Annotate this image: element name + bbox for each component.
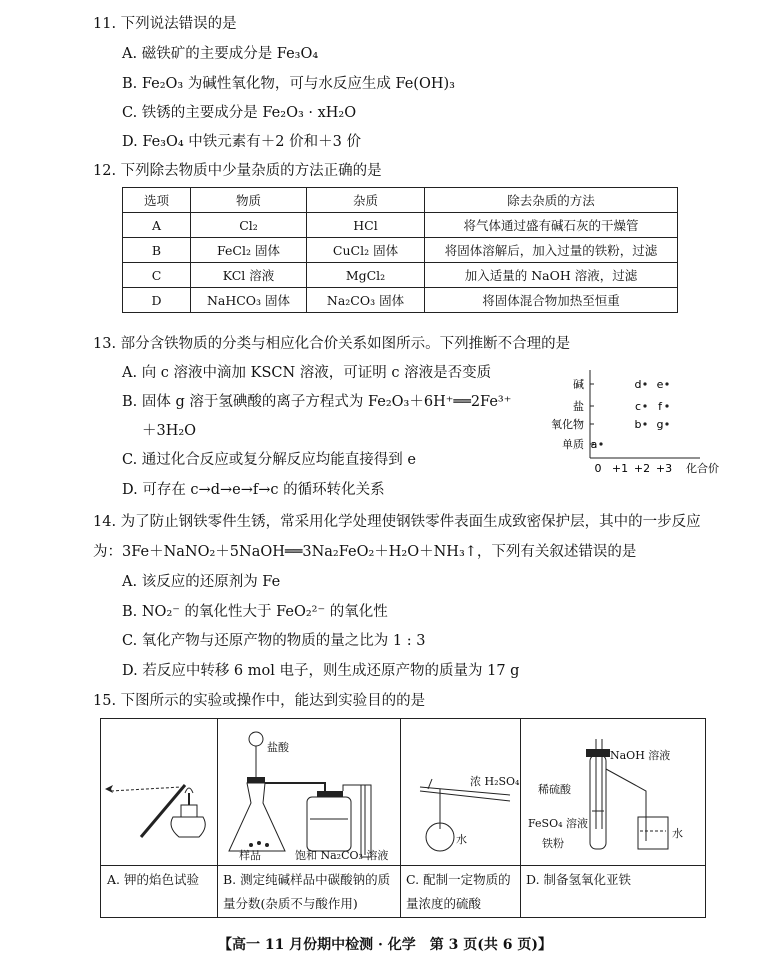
label-water-2: 水: [672, 827, 683, 840]
table-row: [123, 213, 678, 238]
q13-stem: 13. 部分含铁物质的分类与相应化合价关系如图所示。下列推断不合理的是: [93, 336, 571, 352]
page-footer: 【高一 11 月份期中检测 · 化学 第 3 页(共 6 页)】: [217, 937, 553, 953]
table-row: [123, 238, 678, 263]
experiment-b-caption: B. 测定纯碱样品中碳酸钠的质量分数(杂质不与酸作用): [217, 865, 400, 917]
x-axis-title: 化合价: [686, 462, 719, 475]
table-cell: NaHCO₃ 固体: [191, 288, 307, 313]
q13-option-b: B. 固体 g 溶于氢碘酸的离子方程式为 Fe₂O₃＋6H⁺══2Fe³⁺: [122, 394, 512, 410]
table-cell: C: [123, 263, 191, 288]
q13-option-b-cont: ＋3H₂O: [142, 423, 197, 439]
table-header: 除去杂质的方法: [425, 188, 678, 213]
q12-stem: 12. 下列除去物质中少量杂质的方法正确的是: [93, 163, 382, 179]
table-row: [123, 288, 678, 313]
q14-option-d: D. 若反应中转移 6 mol 电子，则生成还原产物的质量为 17 g: [122, 663, 520, 679]
experiment-c-caption: C. 配制一定物质的量浓度的硫酸: [400, 865, 520, 917]
valence-class-chart: [536, 366, 726, 484]
label-sample: 样品: [239, 849, 261, 862]
experiment-a: [101, 719, 218, 917]
data-point: [665, 422, 668, 425]
experiment-b: [217, 719, 401, 917]
table-row: [123, 263, 678, 288]
x-tick-label: +2: [633, 462, 651, 475]
table-cell: CuCl₂ 固体: [307, 238, 425, 263]
table-cell: KCl 溶液: [191, 263, 307, 288]
table-cell: Na₂CO₃ 固体: [307, 288, 425, 313]
x-tick-label: +3: [655, 462, 673, 475]
point-label: c: [634, 400, 642, 413]
table-header: 选项: [123, 188, 191, 213]
y-tick-label: 碱: [573, 378, 584, 391]
y-tick-label: 盐: [573, 400, 584, 413]
q11-option-a: A. 磁铁矿的主要成分是 Fe₃O₄: [122, 46, 319, 62]
q11-option-c: C. 铁锈的主要成分是 Fe₂O₃ · xH₂O: [122, 105, 357, 121]
q13-option-d: D. 可存在 c→d→e→f→c 的循环转化关系: [122, 482, 385, 498]
table-cell: MgCl₂: [307, 263, 425, 288]
experiment-d-caption: D. 制备氢氧化亚铁: [520, 865, 705, 917]
data-point: [665, 404, 668, 407]
flame-test-illustration: [101, 719, 217, 865]
table-cell: 将气体通过盛有碱石灰的干燥管: [425, 213, 678, 238]
table-cell: Cl₂: [191, 213, 307, 238]
q14-stem-line1: 14. 为了防止钢铁零件生锈，常采用化学处理使钢铁零件表面生成致密保护层，其中的一步反应: [93, 514, 701, 530]
table-cell: A: [123, 213, 191, 238]
point-label: b: [634, 418, 642, 431]
q12-table: [122, 187, 678, 313]
table-header: 物质: [191, 188, 307, 213]
point-label: g: [656, 418, 664, 431]
experiment-c: [400, 719, 521, 917]
data-point: [643, 382, 646, 385]
q14-option-c: C. 氧化产物与还原产物的物质的量之比为 1 : 3: [122, 633, 426, 649]
point-label: a: [590, 438, 598, 451]
x-tick-label: +1: [611, 462, 629, 475]
q11-stem: 11. 下列说法错误的是: [93, 16, 237, 32]
data-point: [643, 422, 646, 425]
table-cell: HCl: [307, 213, 425, 238]
label-saturated: 饱和 Na₂CO₃ 溶液: [295, 849, 389, 862]
table-header-row: [123, 188, 678, 213]
table-cell: 将固体溶解后，加入过量的铁粉，过滤: [425, 238, 678, 263]
titration-apparatus: [217, 719, 400, 865]
experiment-a-caption: A. 钾的焰色试验: [101, 865, 217, 917]
label-water: 水: [456, 833, 467, 846]
label-feso4: FeSO₄ 溶液: [528, 817, 589, 830]
q15-experiment-panel: [100, 718, 706, 918]
q11-option-d: D. Fe₃O₄ 中铁元素有＋2 价和＋3 价: [122, 134, 361, 150]
y-tick-label: 单质: [562, 438, 584, 451]
q14-stem-line2: 为：3Fe＋NaNO₂＋5NaOH══3Na₂FeO₂＋H₂O＋NH₃↑，下列有关叙述错误的是: [93, 544, 637, 560]
q14-option-a: A. 该反应的还原剂为 Fe: [122, 574, 281, 590]
y-tick-label: 氧化物: [551, 418, 584, 431]
table-cell: B: [123, 238, 191, 263]
q13-option-c: C. 通过化合反应或复分解反应均能直接得到 e: [122, 452, 416, 468]
x-tick-label: 0: [594, 462, 602, 475]
data-point: [665, 382, 668, 385]
label-naoh: NaOH 溶液: [610, 749, 671, 762]
experiment-d: [520, 719, 705, 917]
label-iron-powder: 铁粉: [542, 837, 564, 850]
q11-option-b: B. Fe₂O₃ 为碱性氧化物，可与水反应生成 Fe(OH)₃: [122, 76, 455, 92]
point-label: e: [656, 378, 664, 391]
table-cell: D: [123, 288, 191, 313]
point-label: d: [634, 378, 642, 391]
label-hcl: 盐酸: [267, 741, 289, 754]
table-cell: 将固体混合物加热至恒重: [425, 288, 678, 313]
table-cell: FeCl₂ 固体: [191, 238, 307, 263]
q13-option-a: A. 向 c 溶液中滴加 KSCN 溶液，可证明 c 溶液是否变质: [122, 365, 492, 381]
point-label: f: [658, 400, 662, 413]
q15-stem: 15. 下图所示的实验或操作中，能达到实验目的的是: [93, 693, 426, 709]
label-h2so4: 浓 H₂SO₄: [470, 775, 520, 788]
table-header: 杂质: [307, 188, 425, 213]
q14-option-b: B. NO₂⁻ 的氧化性大于 FeO₂²⁻ 的氧化性: [122, 604, 388, 620]
label-dilute-acid: 稀硫酸: [538, 783, 571, 796]
table-cell: 加入适量的 NaOH 溶液，过滤: [425, 263, 678, 288]
data-point: [599, 442, 602, 445]
data-point: [643, 404, 646, 407]
